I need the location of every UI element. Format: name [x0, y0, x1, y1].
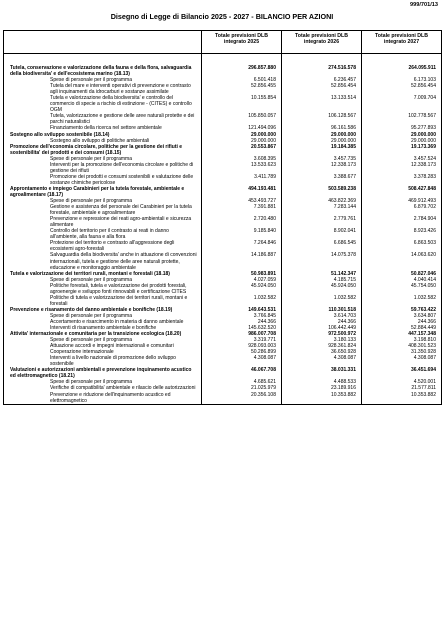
value-2026: 10.353.882: [282, 392, 362, 405]
value-2026: 6.236.457: [282, 77, 362, 83]
value-2026: 110.301.518: [282, 307, 362, 313]
value-2027: 3.634.807: [362, 313, 442, 319]
value-2027: 36.451.694: [362, 367, 442, 379]
value-2026: 45.924.050: [282, 283, 362, 295]
row-label: Controllo del territorio per il contrasto ai reati in danno all'ambiente, alla fauna e alla flora: [4, 228, 202, 240]
value-2025: 52.856.455: [202, 83, 282, 95]
value-2026: 106.442.449: [282, 325, 362, 331]
program-row: [4, 252, 442, 270]
value-2027: 21.577.811: [362, 385, 442, 391]
budget-table: [3, 30, 442, 405]
value-2026: 3.614.703: [282, 313, 362, 319]
value-2026: 12.338.173: [282, 162, 362, 174]
value-2025: 10.155.854: [202, 95, 282, 113]
row-label: Spese di personale per il programma: [4, 313, 202, 319]
value-2027: 3.198.810: [362, 337, 442, 343]
value-2027: 4.520.001: [362, 379, 442, 385]
mission-row: [4, 144, 442, 156]
value-2027: 29.000.000: [362, 138, 442, 144]
value-2026: 29.000.000: [282, 132, 362, 138]
value-2027: 95.277.893: [362, 125, 442, 131]
value-2026: 96.161.586: [282, 125, 362, 131]
value-2026: 972.500.972: [282, 331, 362, 337]
value-2025: 9.185.840: [202, 228, 282, 240]
value-2025: 20.356.108: [202, 392, 282, 405]
value-2025: 986.007.708: [202, 331, 282, 337]
value-2026: 19.184.385: [282, 144, 362, 156]
value-2027: 59.763.422: [362, 307, 442, 313]
value-2026: 2.779.761: [282, 216, 362, 228]
row-label: Prevenzione e risanamento del danno ambientale e bonifiche (18.19): [4, 307, 202, 313]
value-2025: 3.608.395: [202, 156, 282, 162]
row-label: Valutazioni e autorizzazioni ambientali e prevenzione inquinamento acustico ed elettromagnetico (18.21): [4, 367, 202, 379]
value-2025: 46.067.708: [202, 367, 282, 379]
value-2027: 50.827.046: [362, 271, 442, 277]
value-2026: 52.856.454: [282, 83, 362, 95]
value-2026: 463.822.369: [282, 198, 362, 204]
row-label: Spese di personale per il programma: [4, 77, 202, 83]
program-row: [4, 295, 442, 307]
value-2027: 52.884.449: [362, 325, 442, 331]
value-2027: 19.173.369: [362, 144, 442, 156]
value-2027: 469.912.493: [362, 198, 442, 204]
program-row: [4, 204, 442, 216]
row-label: Interventi di risanamento ambientale e bonifiche: [4, 325, 202, 331]
table-header-row: [4, 31, 442, 54]
value-2027: 3.457.524: [362, 156, 442, 162]
value-2026: 8.902.041: [282, 228, 362, 240]
value-2025: 121.494.096: [202, 125, 282, 131]
mission-row: [4, 186, 442, 198]
value-2025: 1.032.582: [202, 295, 282, 307]
value-2027: 31.350.928: [362, 349, 442, 355]
value-2026: 3.457.735: [282, 156, 362, 162]
value-2026: 6.686.545: [282, 240, 362, 252]
value-2027: 8.923.426: [362, 228, 442, 240]
program-row: [4, 240, 442, 252]
row-label: Tutela, valorizzazione e gestione delle aree naturali protette e dei parchi naturalistici: [4, 113, 202, 125]
value-2026: 36.650.928: [282, 349, 362, 355]
value-2026: 244.366: [282, 319, 362, 325]
row-label: Salvaguardia della biodiversita' anche in attuazione di convenzioni internazionali, tutela e gestione delle aree naturali protette, educazione e monitoraggio ambientale: [4, 252, 202, 270]
header-column-2027: Totale previsioni DLB integrato 2027: [362, 31, 442, 54]
value-2026: 4.185.715: [282, 277, 362, 283]
value-2027: 29.000.000: [362, 132, 442, 138]
row-label: Accertamento e risarcimento in materia di danno ambientale: [4, 319, 202, 325]
value-2027: 6.863.503: [362, 240, 442, 252]
value-2026: 38.031.331: [282, 367, 362, 379]
value-2027: 6.879.702: [362, 204, 442, 216]
value-2026: 4.308.087: [282, 355, 362, 367]
header-column-2025: Totale previsioni DLB integrato 2025: [202, 31, 282, 54]
row-label: Approntamento e impiego Carabinieri per la tutela forestale, ambientale e agroalimentare (18.17): [4, 186, 202, 198]
value-2027: 52.856.454: [362, 83, 442, 95]
row-label: Prevenzione e riduzione dell'inquinamento acustico ed elettromagnetico: [4, 392, 202, 405]
program-row: [4, 162, 442, 174]
row-label: Spese di personale per il programma: [4, 198, 202, 204]
row-label: Promozione dell'economia circolare, politiche per la gestione dei rifiuti e sostenibilita' dei prodotti e dei consumi (18.15): [4, 144, 202, 156]
row-label: Attivita' internazionale e comunitaria per la transizione ecologica (18.20): [4, 331, 202, 337]
value-2025: 4.685.621: [202, 379, 282, 385]
row-label: Spese di personale per il programma: [4, 156, 202, 162]
value-2027: 7.009.704: [362, 95, 442, 113]
value-2025: 45.924.050: [202, 283, 282, 295]
value-2025: 928.093.003: [202, 343, 282, 349]
document-title: Disegno di Legge di Bilancio 2025 - 2027 - BILANCIO PER AZIONI: [110, 12, 334, 21]
value-2025: 50.983.891: [202, 271, 282, 277]
row-label: Spese di personale per il programma: [4, 337, 202, 343]
value-2025: 3.411.789: [202, 174, 282, 186]
value-2025: 29.000.000: [202, 132, 282, 138]
row-label: Tutela del mare e interventi operativi di prevenzione e contrasto agli inquinamenti da idrocarburi e sostanze assimilate: [4, 83, 202, 95]
value-2025: 14.186.887: [202, 252, 282, 270]
row-label: Protezione del territorio e contrasto all'aggressione degli ecosistemi agro-forestali: [4, 240, 202, 252]
value-2026: 928.361.824: [282, 343, 362, 349]
row-label: Interventi per la promozione dell'economia circolare e politiche di gestione dei rifiuti: [4, 162, 202, 174]
row-label: Prevenzione e repressione dei reati agro-ambientali e sicurezza alimentare: [4, 216, 202, 228]
row-label: Interventi a livello nazionale di promozione dello sviluppo sostenibile: [4, 355, 202, 367]
table-body: [4, 54, 442, 405]
value-2026: 13.133.514: [282, 95, 362, 113]
value-2027: 408.301.523: [362, 343, 442, 349]
value-2027: 6.173.103: [362, 77, 442, 83]
program-row: [4, 83, 442, 95]
program-row: [4, 392, 442, 405]
row-label: Promozione dei prodotti e consumi sostenibili e valutazione delle sostanze chimiche pericolose: [4, 174, 202, 186]
value-2026: 3.180.133: [282, 337, 362, 343]
row-label: Tutela e valorizzazione della biodiversita' e controllo del commercio di specie a rischio di estinzione - (CITES) e controllo OGM: [4, 95, 202, 113]
value-2025: 4.308.087: [202, 355, 282, 367]
value-2025: 2.720.480: [202, 216, 282, 228]
value-2027: 264.095.911: [362, 65, 442, 77]
value-2025: 3.766.845: [202, 313, 282, 319]
row-label: Finanziamento della ricerca nel settore ambientale: [4, 125, 202, 131]
row-label: Tutela e valorizzazione dei territori rurali, montani e forestali (18.18): [4, 271, 202, 277]
value-2026: 274.516.578: [282, 65, 362, 77]
value-2025: 7.264.846: [202, 240, 282, 252]
value-2027: 244.366: [362, 319, 442, 325]
value-2025: 20.553.867: [202, 144, 282, 156]
value-2026: 29.000.000: [282, 138, 362, 144]
value-2025: 4.027.059: [202, 277, 282, 283]
row-label: Sostegno allo sviluppo sostenibile (18.14): [4, 132, 202, 138]
value-2027: 3.378.283: [362, 174, 442, 186]
value-2025: 145.632.520: [202, 325, 282, 331]
value-2025: 13.533.623: [202, 162, 282, 174]
value-2027: 4.308.087: [362, 355, 442, 367]
value-2027: 12.338.173: [362, 162, 442, 174]
value-2026: 7.283.144: [282, 204, 362, 216]
value-2025: 21.025.979: [202, 385, 282, 391]
row-label: Spese di personale per il programma: [4, 379, 202, 385]
value-2026: 503.589.238: [282, 186, 362, 198]
value-2025: 149.643.531: [202, 307, 282, 313]
value-2026: 4.488.533: [282, 379, 362, 385]
row-label: Spese di personale per il programma: [4, 277, 202, 283]
value-2027: 2.784.904: [362, 216, 442, 228]
value-2027: 1.032.582: [362, 295, 442, 307]
program-row: [4, 355, 442, 367]
program-row: [4, 228, 442, 240]
value-2025: 296.857.880: [202, 65, 282, 77]
row-label: Attuazione accordi e impegni internazionali e comunitari: [4, 343, 202, 349]
value-2025: 3.319.771: [202, 337, 282, 343]
value-2026: 14.075.378: [282, 252, 362, 270]
row-label: Politiche di tutela e valorizzazione dei territori rurali, montani e forestali: [4, 295, 202, 307]
row-label: Sostegno allo sviluppo di politiche ambientali: [4, 138, 202, 144]
value-2025: 29.000.000: [202, 138, 282, 144]
value-2027: 45.754.050: [362, 283, 442, 295]
row-label: Politiche forestali, tutela e valorizzazione dei prodotti forestali, agroenergie e sviluppo fonti rinnovabili e certificazione CITES: [4, 283, 202, 295]
mission-row: [4, 367, 442, 379]
value-2025: 7.391.881: [202, 204, 282, 216]
row-label: Cooperazione internazionale: [4, 349, 202, 355]
row-label: Tutela, conservazione e valorizzazione della fauna e della flora, salvaguardia della biodiversita' e dell'ecosistema marino (18.13): [4, 65, 202, 77]
value-2026: 1.032.582: [282, 295, 362, 307]
value-2025: 244.366: [202, 319, 282, 325]
program-row: [4, 216, 442, 228]
value-2027: 102.778.567: [362, 113, 442, 125]
value-2027: 508.427.848: [362, 186, 442, 198]
value-2026: 23.189.916: [282, 385, 362, 391]
value-2025: 6.501.418: [202, 77, 282, 83]
value-2025: 494.193.481: [202, 186, 282, 198]
mission-row: [4, 65, 442, 77]
value-2027: 10.353.882: [362, 392, 442, 405]
program-row: [4, 95, 442, 113]
value-2026: 51.142.347: [282, 271, 362, 277]
value-2025: 105.850.057: [202, 113, 282, 125]
row-label: Gestione e assistenza del personale dei Carabinieri per la tutela forestale, ambientale e agroalimentare: [4, 204, 202, 216]
value-2027: 14.063.620: [362, 252, 442, 270]
row-label: Verifiche di compatibilita' ambientale e rilascio delle autorizzazioni: [4, 385, 202, 391]
header-column-2026: Totale previsioni DLB integrato 2026: [282, 31, 362, 54]
program-row: [4, 174, 442, 186]
value-2027: 447.157.348: [362, 331, 442, 337]
value-2025: 453.493.727: [202, 198, 282, 204]
program-row: [4, 283, 442, 295]
value-2026: 3.388.677: [282, 174, 362, 186]
value-2026: 106.128.567: [282, 113, 362, 125]
header-label-column: [4, 31, 202, 54]
program-row: [4, 113, 442, 125]
value-2025: 50.286.899: [202, 349, 282, 355]
value-2027: 4.040.414: [362, 277, 442, 283]
page-code: 999/701/13: [410, 2, 438, 8]
table-spacer-row: [4, 54, 442, 66]
